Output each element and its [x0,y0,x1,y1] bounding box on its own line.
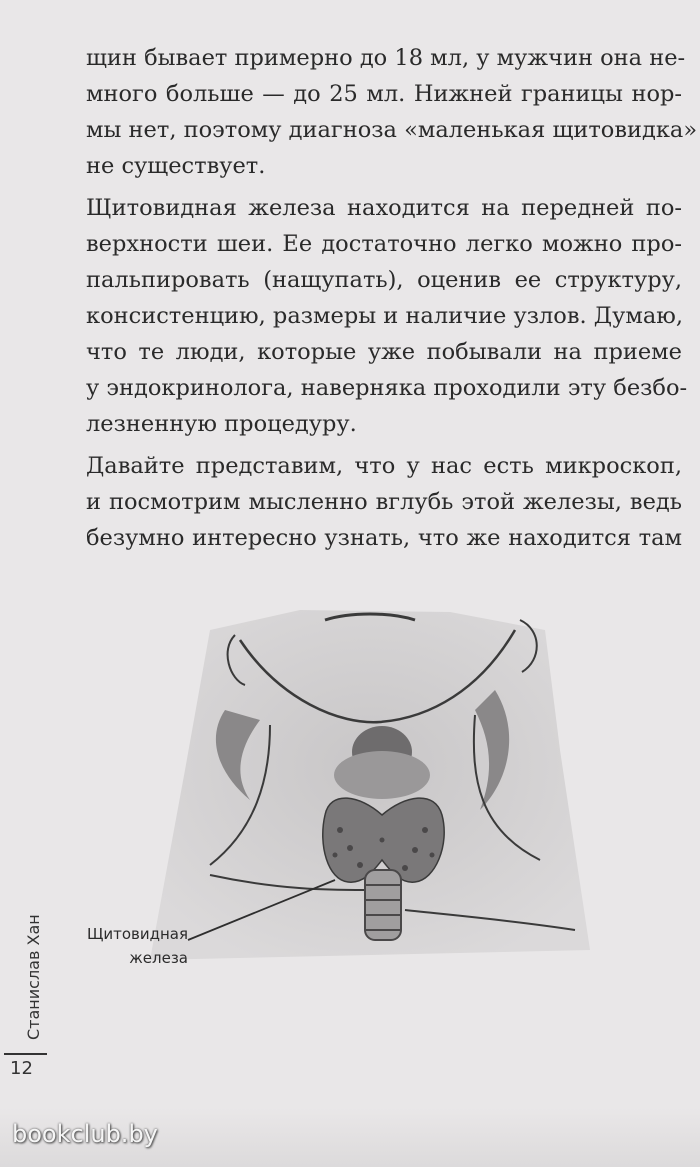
text-line: и посмотрим мысленно вглубь этой железы, ведь [86,489,682,515]
running-author [2,890,43,1040]
caption-line: железа [129,949,188,967]
text-line: Давайте представим, что у нас есть микроскоп, [86,453,682,479]
page-number-rule [4,1053,47,1055]
paragraph-3 [86,448,682,556]
text-line: у эндокринолога, наверняка проходили эту безбо- [86,375,688,401]
thyroid-neck-illustration [150,590,590,970]
text-line: пальпировать (нащупать), оценив ее структуру, [86,267,682,293]
text-line: верхности шеи. Ее достаточно легко можно про- [86,231,682,257]
text-line: много больше — до 25 мл. Нижней границы нор- [86,81,682,107]
text-line: щин бывает примерно до 18 мл, у мужчин она не- [86,45,686,71]
trachea [365,870,401,940]
text-line: Щитовидная железа находится на передней по- [86,195,682,221]
figure-caption [52,922,188,970]
text-line: не существует. [86,153,266,179]
watermark: bookclub.by [12,1120,158,1148]
author-name: Станислав Хан [24,914,43,1040]
text-line: что те люди, которые уже побывали на приеме [86,339,682,365]
paragraph-1 [86,40,698,184]
paragraph-2 [86,190,688,442]
thyroid-cartilage [334,751,430,799]
text-line: безумно интересно узнать, что же находится там [86,525,682,551]
caption-line: Щитовидная [86,925,188,943]
text-line: мы нет, поэтому диагноза «маленькая щитовидка» [86,117,698,143]
text-line: лезненную процедуру. [86,411,357,437]
page-number: 12 [10,1058,33,1079]
text-line: консистенцию, размеры и наличие узлов. Думаю, [86,303,683,329]
